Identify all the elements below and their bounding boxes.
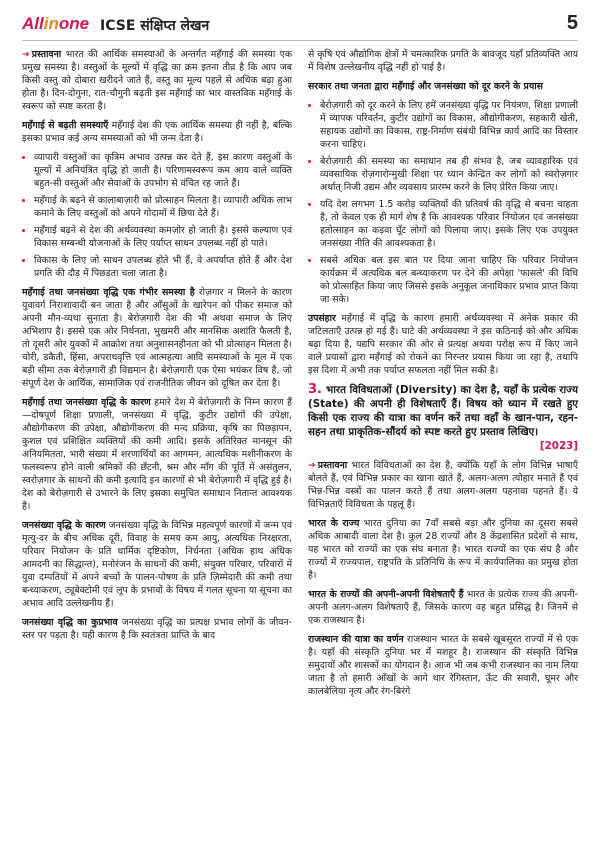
- arrow-icon: ➔: [22, 49, 30, 60]
- problems-list: [22, 151, 292, 280]
- paragraph-serious-problem: महँगाई तथा जनसंख्या वृद्धि एक गंभीर समस्या है रोज़गार न मिलने के कारण युवावर्ग निराशावादी बन जाता है और आँसुओं के खारेपन को पीकर समाज को अपनी मौन-व्यथा सुनाता है। बेरोज़गारी देश की भी अथवा समाज के लिए अभिशाप है। इससे एक ओर निर्धनता, भुखमरी और मानसिक अशांति फैलती है, तो दूसरी ओर युवकों में आक्रोश तथा अनुशासनहीनता को भी प्रोत्साहन मिलता है। चोरी, डकैती, हिंसा, अपराधवृत्ति एवं आत्महत्या आदि समस्याओं के मूल में एक बड़ी सीमा तक बेरोज़गारी ही विद्यमान है। बेरोज़गारी एक ऐसा भयंकर विष है, जो संपूर्ण देश के आर्थिक, सामाजिक एवं राजनीतिक जीवन को दूषित कर देता है।: [22, 287, 292, 389]
- section-heading-efforts: सरकार तथा जनता द्वारा महँगाई और जनसंख्या को दूर करने के प्रयास: [308, 81, 543, 92]
- paragraph-continuation: से कृषि एवं औद्योगिक क्षेत्रों में चमत्कारिक प्रगति के बावजूद यहाँ प्रतिव्यक्ति आय में विशेष उल्लेखनीय वृद्धि नहीं हो पाई है।: [308, 49, 578, 73]
- arrow-icon: ➔: [308, 460, 316, 471]
- paragraph-causes: महँगाई तथा जनसंख्या वृद्धि के कारण हमारे देश में बेरोज़गारी के निम्न कारण हैं—दोषपूर्ण शिक्षा प्रणाली, जनसंख्या में वृद्धि, कुटीर उद्योगों की उपेक्षा, औद्योगीकरण की उपेक्षा, औद्योगीकरण की मन्द प्रक्रिया, कृषि का पिछड़ापन, कुशल एवं प्रशिक्षित व्यक्तियों की कमी आदि। इसके अतिरिक्त मानसून की अनियमितता, भारी संख्या में शरणार्थियों का आगमन, आत्यधिक मशीनीकरण के फलस्वरूप होने वाली श्रमिकों की छँटनी, श्रम और माँग की पूर्ति में असंतुलन, स्वरोज़गार के साधनों की कमी इत्यादि इन कारणों से भी बेरोज़गारी में वृद्धि हुई है। देश को बेरोज़गारी से उभारने के लिए इसका समुचित समाधान नितान्त आवश्यक है।: [22, 397, 292, 512]
- paragraph-conclusion: उपसंहार महँगाई में वृद्धि के कारण हमारी अर्थव्यवस्था में अनेक प्रकार की जटिलताएँ उत्पन्न हो गई हैं। घाटे की अर्थव्यवस्था ने इस कठिनाई को और अधिक बढ़ा दिया है, यद्यपि सरकार की ओर से प्रत्यक्ष अथवा परोक्ष रूप में किए जाने वाले प्रयासों द्वारा महँगाई को रोकने का निरन्तर प्रयास किया जा रहा है, तथापि इस दिशा में अभी तक पर्याप्त सफलता नहीं मिल सकी है।: [308, 313, 578, 376]
- question-3: [308, 383, 578, 453]
- list-item: • बेरोज़गारी को दूर करने के लिए हमें जनसंख्या वृद्धि पर नियंत्रण, शिक्षा प्रणाली में व्यापक परिवर्तन, कुटीर उद्योगों का विकास, औद्योगीकरण, सहकारी खेती, सहायक उद्योगों का विकास, राष्ट्र-निर्माण संबंधी विभिन्न कार्य आदि का विस्तार करना चाहिए।: [320, 99, 578, 151]
- list-item: • महँगाई बढ़ने से देश की अर्थव्यवस्था कमज़ोर हो जाती है। इससे कल्याण एवं विकास सम्बन्धी योजनाओं के लिए पर्याप्त साधन उपलब्ध नहीं हो पाते।: [34, 224, 292, 250]
- page-header: [0, 0, 600, 36]
- list-item: • विकास के लिए जो साधन उपलब्ध होते भी हैं, वे अपर्याप्त होते हैं और देश प्रगति की दौड़ में पिछड़ता चला जाता है।: [34, 254, 292, 280]
- list-item: • व्यापारी वस्तुओं का कृत्रिम अभाव उत्पन्न कर देते हैं, इस कारण वस्तुओं के मूल्यों में अनियंत्रित वृद्धि हो जाती है। परिणामस्वरूप कम आय वाले व्यक्ति बहुत-सी वस्तुओं और सेवाओं के उपभोग से वंचित रह जाते हैं।: [34, 151, 292, 190]
- list-item: • सबसे अधिक बल इस बात पर दिया जाना चाहिए कि परिवार नियोजन कार्यक्रम में अत्यधिक बल बन्ध्याकरण पर देने की अपेक्षा 'फासले' की विधि को प्रोत्साहित किया जाए जिससे इसके अनुकूल जनाधिकार प्रभाव प्राप्त किया जा सके।: [320, 254, 578, 306]
- page-number: 5: [566, 12, 578, 34]
- paragraph-introduction: ➔ प्रस्तावना भारत की आर्थिक समस्याओं के अन्तर्गत महँगाई की समस्या एक प्रमुख समस्या है। वस्तुओं के मूल्यों में वृद्धि का क्रम इतना तीव्र है कि आप जब किसी वस्तु को दोबारा खरीदने जाते हैं, वस्तु का मूल्य पहले से अधिक बढ़ा हुआ होता है। दिन-दोगुना, रात-चौगुनी बढ़ती इस महँगाई का भार वास्तविक महँगाई के स्वरूप को स्पष्ट करता है।: [22, 49, 292, 112]
- list-item: • महँगाई के बढ़ने से कालाबाज़ारी को प्रोत्साहन मिलता है। व्यापारी अधिक लाभ कमाने के लिए वस्तुओं को अपने गोदामों में छिपा देते हैं।: [34, 194, 292, 220]
- question-text: भारत विविधताओं (Diversity) का देश है, यहाँ के प्रत्येक राज्य (State) की अपनी ही विशेषताएँ हैं। विषय को ध्यान में रखते हुए किसी एक राज्य की यात्रा का वर्णन करें तथा वहाँ के खान-पान, रहन-सहन तथा प्राकृतिक-सौंदर्य को स्पष्ट करते हुए प्रस्ताव लिखिए।: [308, 384, 578, 438]
- paragraph-states: भारत के राज्य भारत दुनिया का 7वाँ सबसे बड़ा और दुनिया का दूसरा सबसे अधिक आबादी वाला देश है। कुल 28 राज्यों और 8 केंद्रशासित प्रदेशों से साथ, यह भारत को राज्यों का एक संघ बनाता है। भारत राज्यों का एक संघ है और राज्यों में राज्यपाल, राष्ट्रपति के प्रतिनिधि के रूप में कार्यपालिका का प्रमुख होता है।: [308, 518, 578, 581]
- right-column: [308, 48, 578, 704]
- header-divider: [22, 40, 578, 41]
- paragraph-population-causes: जनसंख्या वृद्धि के कारण जनसंख्या वृद्धि के विभिन्न महत्वपूर्ण कारणों में जन्म एवं मृत्यु-दर के बीच अधिक दूरी, विवाह के समय कम आयु, अत्यधिक निरक्षरता, परिवार नियोजन के प्रति धार्मिक दृष्टिकोण, निर्धनता (अधिक हाथ अधिक आमदनी का सिद्धान्त), मनोरंजन के साधनों की कमी, संयुक्त परिवार, परिवारों में युवा दम्पतियों में अपने बच्चों के पालन-पोषण के प्रति ज़िम्मेदारी की कमी तथा बन्ध्याकरण, ट्यूबेक्टोमी एवं लूप के प्रभावों के विषय में गलत सूचना या सूचना का अभाव आदि उल्लेखनीय हैं।: [22, 520, 292, 609]
- question-year: [2023]: [539, 440, 578, 452]
- paragraph-rajasthan: राजस्थान की यात्रा का वर्णन राजस्थान भारत के सबसे खूबसूरत राज्यों में से एक है। यहाँ की संस्कृति दुनिया भर में मशहूर है। राजस्थान की संस्कृति विभिन्न समुदायों और शासकों का योगदान है। आज भी जब कभी राजस्थान का नाम लिया जाता है तो हमारी आँखों के आगे थार रेगिस्तान, ऊँट की सवारी, घूमर और कालबेलिया नृत्य और रंग-बिरंगे: [308, 634, 578, 697]
- paragraph-effects: जनसंख्या वृद्धि का कुप्रभाव जनसंख्या वृद्धि का प्रत्यक्ष प्रभाव लोगों के जीवन-स्तर पर पड़ता है। यही कारण है कि स्वतंत्रता प्राप्ति के बाद: [22, 617, 292, 641]
- paragraph-answer-introduction: ➔ प्रस्तावना भारत विविधताओं का देश है, क्योंकि यहाँ के लोग विभिन्न भाषाएँ बोलते हैं, एवं विभिन्न प्रकार का खाना खाते हैं, अलग-अलग त्योहार मनाते हैं एवं भिन्न-भिन्न वस्त्रों का पालन करते हैं तथा अलग-अलग पहनावा पहनते हैं। ये विभिन्नताएँ विविधता के पहलू हैं।: [308, 460, 578, 510]
- paragraph-state-features: भारत के राज्यों की अपनी-अपनी विशेषताएँ हैं भारत के प्रत्येक राज्य की अपनी-अपनी अलग-अलग विशेषताएँ हैं, जिसके कारण वह बहुत प्रसिद्ध है। जिनमें से एक राजस्थान है।: [308, 589, 578, 626]
- left-column: [22, 48, 292, 648]
- brand-logo: Allinone: [22, 14, 90, 33]
- efforts-list: [308, 99, 578, 306]
- list-item: • यदि देश लगभग 1.5 करोड़ व्यक्तियों की प्रतिवर्ष की वृद्धि से बचना चाहता है, तो केवल एक ही मार्ग शेष है कि आवश्यक परिवार नियोजन एवं जनसंख्या हतोत्साहन का कड़वा घूँट लोगों को पिलाया जाए। इसके लिए एक उपयुक्त जनसंख्या नीति की आवश्यकता है।: [320, 198, 578, 250]
- list-item: • बेरोज़गारी की समस्या का समाधान तब ही संभव है, जब व्यावहारिक एवं व्यवसायिक रोज़गारोन्मुखी शिक्षा पर ध्यान केन्द्रित कर लोगों को स्वरोज़गार अर्थात् निजी उद्यम और व्यवसाय प्रारम्भ करने के लिए प्रेरित किया जाए।: [320, 155, 578, 194]
- book-title: ICSE संक्षिप्त लेखन: [100, 18, 210, 34]
- question-number: 3.: [308, 382, 322, 397]
- paragraph-problems: महँगाई से बढ़ती समस्याएँ महँगाई देश की एक आर्थिक समस्या ही नहीं है, बल्कि इसका प्रभाव कई अन्य समस्याओं को भी जन्म देता है।: [22, 120, 292, 144]
